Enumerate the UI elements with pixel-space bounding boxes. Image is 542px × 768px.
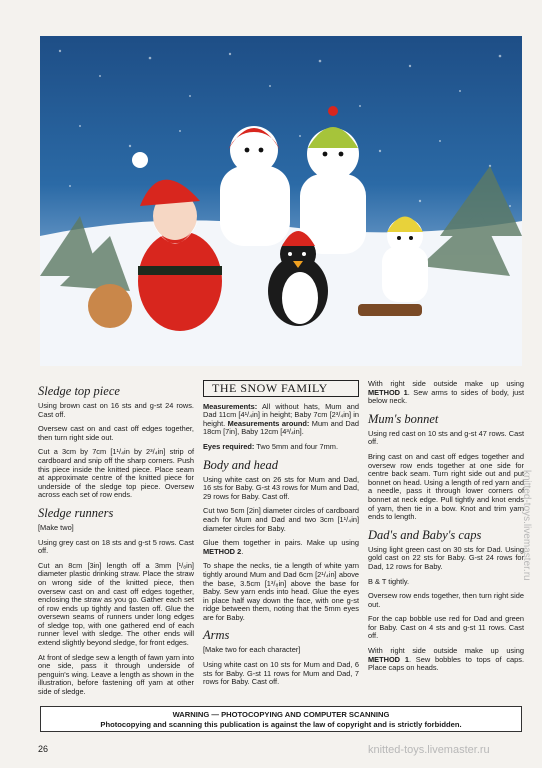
paragraph: To shape the necks, tie a length of white yarn tightly around Mum and Dad 6cm [2¹/₄in] above the base, 3.5cm [1³/₈in] above the base for Baby. Sew yarn ends into head. Glue the eyes in place half way down the face, with one g-st ridge between them, noting that the 5mm eyes are for Baby. <box>203 561 359 622</box>
dad-snowman <box>300 106 366 254</box>
sack <box>88 284 132 328</box>
watermark-vertical: knitted-toys.livemaster.ru <box>521 470 532 581</box>
paragraph: Using grey cast on 18 sts and g-st 5 rows. Cast off. <box>38 537 194 556</box>
heading-arms: Arms <box>203 628 230 643</box>
paragraph: [Make two for each character] <box>203 645 301 655</box>
heading-mums-bonnet: Mum's bonnet <box>368 411 439 426</box>
baby-snowman <box>382 217 428 303</box>
heading-sledge-runners: Sledge runners <box>38 505 114 520</box>
paragraph: Using brown cast on 16 sts and g-st 24 rows. Cast off. <box>38 401 194 419</box>
paragraph: Oversew row ends together, then turn right side out. <box>368 591 524 609</box>
eyes-required: Eyes required: Two 5mm and four 7mm. <box>203 441 339 451</box>
paragraph: Bring cast on and cast off edges together and oversew row ends together at one side for centre back seam. Turn right side out and put bonnet on head. Using a length of red yarn and a needle, pass it through lower corners of bonnet at neck edge. Pull tightly and knot ends of yarn, then tie in a bow. Knot and trim yarn ends to length. <box>368 451 524 522</box>
heading-body-head: Body and head <box>203 457 278 472</box>
paragraph: Glue them together in pairs. Make up using METHOD 2. <box>203 538 359 556</box>
sledge <box>358 304 422 316</box>
paragraph: At front of sledge sew a length of fawn yarn into one side, pass it through underside of penguin's wing. Leave a length as shown in the illustration, before fastening off yarn at other side of sledge. <box>38 652 194 697</box>
paragraph: Cut two 5cm [2in] diameter circles of cardboard each for Mum and Dad and two 3cm [1¹/₄in] diameter circles for Baby. <box>203 506 359 533</box>
watermark: knitted-toys.livemaster.ru <box>368 744 490 756</box>
paragraph: Using light green cast on 30 sts for Dad. Using gold cast on 22 sts for Baby. G-st 24 rows for Dad, 12 rows for Baby. <box>368 544 524 571</box>
measurements: Measurements: All without hats, Mum and Dad 11cm [4¹/₄in] in height; Baby 7cm [2³/₄in] in height. Measurements around: Mum and Dad 18cm [7in], Baby 12cm [4³/₄in]. <box>203 401 359 437</box>
cover-photo <box>40 36 522 366</box>
paragraph: Cut an 8cm [3in] length off a 3mm [¹/₈in] diameter plastic drinking straw. Place the straw on wrong side of the knitted piece, then oversew cast on and cast off edges together, enclosing the straw as you go. Gather each set of row ends up tightly and fasten off. Glue the oversewn seams of runners under long edges of sledge top, with one gathered end of each runner level with sledge. The other ends will extend slightly beyond sledge, for front edges. <box>38 560 194 648</box>
snow-family-illustration <box>40 36 522 366</box>
mum-snowman <box>220 126 290 246</box>
page-number: 26 <box>38 744 49 754</box>
warning-title: WARNING — PHOTOCOPYING AND COMPUTER SCANNING <box>172 710 390 719</box>
column-middle <box>203 380 359 693</box>
column-left <box>38 380 194 703</box>
paragraph: For the cap bobble use red for Dad and green for Baby. Cast on 4 sts and g-st 11 rows. Cast off. <box>368 614 524 641</box>
paragraph: [Make two] <box>38 522 74 532</box>
heading-caps: Dad's and Baby's caps <box>368 527 482 542</box>
paragraph: Using white cast on 26 sts for Mum and Dad, 16 sts for Baby. G-st 43 rows for Mum and Dad, 29 rows for Baby. Cast off. <box>203 474 359 501</box>
paragraph: B & T tightly. <box>368 576 410 586</box>
section-title: THE SNOW FAMILY <box>203 380 359 397</box>
paragraph: With right side outside make up using METHOD 1. Sew arms to sides of body, just below neck. <box>368 379 524 406</box>
paragraph: Oversew cast on and cast off edges together, then turn right side out. <box>38 424 194 442</box>
heading-sledge-top: Sledge top piece <box>38 384 120 398</box>
column-right <box>368 380 524 679</box>
paragraph: Using red cast on 10 sts and g-st 47 rows. Cast off. <box>368 428 524 447</box>
paragraph: Cut a 3cm by 7cm [1¹/₄in by 2³/₄in] strip of cardboard and snip off the sharp corners. Push this piece inside the knitted piece. Place seam at approximate centre of the knitted piece for underside of the sledge top piece. Oversew across each set of row ends. <box>38 447 194 500</box>
paragraph: With right side outside make up using METHOD 1. Sew bobbles to tops of caps. Place caps on heads. <box>368 646 524 673</box>
paragraph: Using white cast on 10 sts for Mum and Dad, 6 sts for Baby. G-st 11 rows for Mum and Dad, 7 rows for Baby. Cast off. <box>203 660 359 687</box>
copyright-warning <box>40 706 522 732</box>
warning-text: Photocopying and scanning this publication is against the law of copyright and is strictly forbidden. <box>100 719 462 729</box>
